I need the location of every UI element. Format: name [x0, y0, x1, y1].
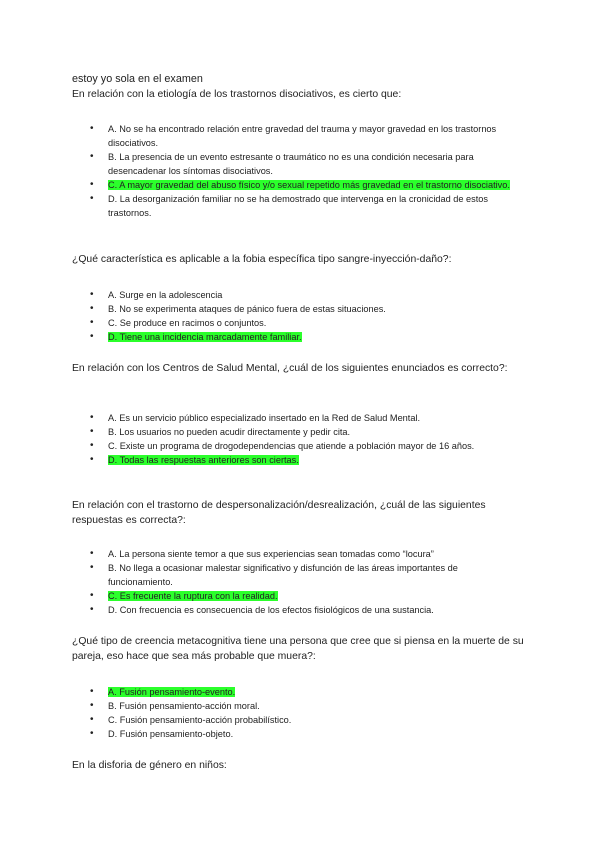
- question-1-option-a: • A. No se ha encontrado relación entre gravedad del trauma y mayor gravedad en los trastornos disociativos.: [108, 122, 518, 150]
- question-2-option-b: • B. No se experimenta ataques de pánico fuera de estas situaciones.: [108, 302, 518, 316]
- question-4-option-a: • A. La persona siente temor a que sus experiencias sean tomadas como “locura”: [108, 547, 518, 561]
- question-3-option-a: • A. Es un servicio público especializado insertado en la Red de Salud Mental.: [108, 411, 518, 425]
- question-3-options: [108, 411, 518, 467]
- question-1-prompt: En relación con la etiología de los trastornos disociativos, es cierto que:: [72, 89, 402, 100]
- question-2-option-a: • A. Surge en la adolescencia: [108, 288, 518, 302]
- question-4-option-b: • B. No llega a ocasionar malestar significativo y disfunción de las áreas importantes de funcionamiento.: [108, 561, 518, 589]
- question-5-option-c: • C. Fusión pensamiento-acción probabilístico.: [108, 713, 518, 727]
- document-header: estoy yo sola en el examen: [72, 73, 203, 85]
- question-1-option-b: • B. La presencia de un evento estresante o traumático no es una condición necesaria para desencadenar los síntomas disociativos.: [108, 150, 518, 178]
- question-5-option-b: • B. Fusión pensamiento-acción moral.: [108, 699, 518, 713]
- question-2-prompt: ¿Qué característica es aplicable a la fobia específica tipo sangre-inyección-daño?:: [72, 254, 452, 265]
- question-4-option-c: • C. Es frecuente la ruptura con la realidad.: [108, 589, 518, 603]
- question-3-option-d: • D. Todas las respuestas anteriores son ciertas.: [108, 453, 518, 467]
- question-4-prompt: En relación con el trastorno de despersonalización/desrealización, ¿cuál de las siguientes respuestas es correcta?:: [72, 500, 486, 526]
- question-5-options: [108, 685, 518, 741]
- question-1-options: [108, 122, 518, 220]
- question-2-option-c: • C. Se produce en racimos o conjuntos.: [108, 316, 518, 330]
- question-6-prompt: En la disforia de género en niños:: [72, 760, 227, 771]
- question-1-option-c: • C. A mayor gravedad del abuso físico y/o sexual repetido más gravedad en el trastorno disociativo.: [108, 178, 518, 192]
- question-3-prompt: En relación con los Centros de Salud Mental, ¿cuál de los siguientes enunciados es correcto?:: [72, 363, 508, 374]
- question-2-option-d: • D. Tiene una incidencia marcadamente familiar.: [108, 330, 518, 344]
- question-3-option-c: • C. Existe un programa de drogodependencias que atiende a población mayor de 16 años.: [108, 439, 518, 453]
- question-5-option-a: • A. Fusión pensamiento-evento.: [108, 685, 518, 699]
- question-1-option-d: • D. La desorganización familiar no se ha demostrado que intervenga en la cronicidad de estos trastornos.: [108, 192, 518, 220]
- question-2-options: [108, 288, 518, 344]
- question-4-option-d: • D. Con frecuencia es consecuencia de los efectos fisiológicos de una sustancia.: [108, 603, 518, 617]
- question-5-prompt: ¿Qué tipo de creencia metacognitiva tiene una persona que cree que si piensa en la muerte de su pareja, eso hace que sea más probable que muera?:: [72, 636, 524, 662]
- question-3-option-b: • B. Los usuarios no pueden acudir directamente y pedir cita.: [108, 425, 518, 439]
- question-4-options: [108, 547, 518, 617]
- question-5-option-d: • D. Fusión pensamiento-objeto.: [108, 727, 518, 741]
